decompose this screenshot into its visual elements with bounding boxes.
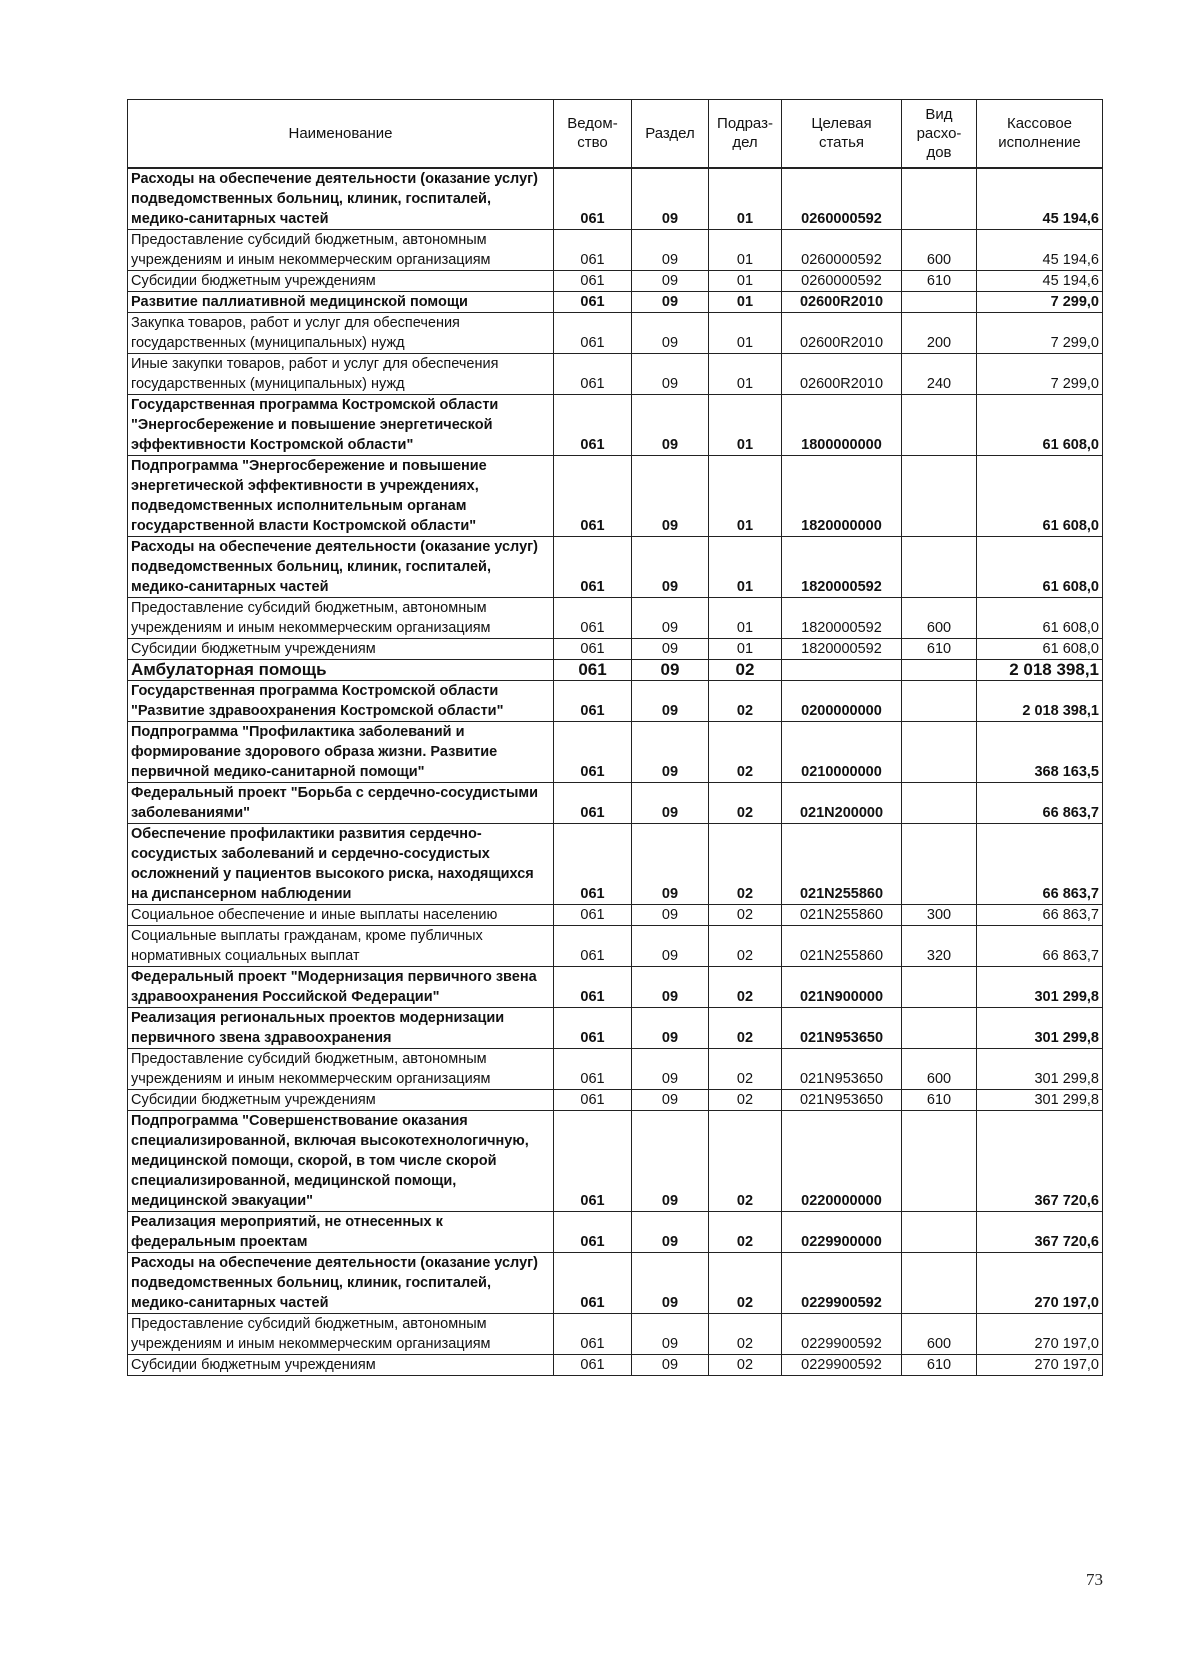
- row-vedomstvo: 061: [554, 229, 632, 270]
- row-vedomstvo: 061: [554, 455, 632, 536]
- row-razdel: 09: [632, 680, 709, 721]
- row-podrazdel: 01: [709, 597, 782, 638]
- row-razdel: 09: [632, 536, 709, 597]
- row-amount: 45 194,6: [977, 229, 1103, 270]
- row-amount: 7 299,0: [977, 291, 1103, 312]
- row-razdel: 09: [632, 291, 709, 312]
- row-razdel: 09: [632, 229, 709, 270]
- row-name: Социальное обеспечение и иные выплаты населению: [128, 904, 554, 925]
- row-tselevaya-statya: 021N953650: [782, 1048, 902, 1089]
- row-razdel: 09: [632, 1354, 709, 1375]
- table-row: [128, 455, 1103, 536]
- row-amount: 45 194,6: [977, 270, 1103, 291]
- row-vid-raskhodov: [902, 1252, 977, 1313]
- row-razdel: 09: [632, 638, 709, 659]
- row-name: Обеспечение профилактики развития сердечно-сосудистых заболеваний и сердечно-сосудистых осложнений у пациентов высокого риска, находящихся на диспансерном наблюдении: [128, 823, 554, 904]
- row-podrazdel: 01: [709, 536, 782, 597]
- table-row: [128, 1354, 1103, 1375]
- row-podrazdel: 02: [709, 925, 782, 966]
- row-podrazdel: 01: [709, 291, 782, 312]
- row-podrazdel: 02: [709, 1110, 782, 1211]
- row-vid-raskhodov: [902, 782, 977, 823]
- header-razdel: Раздел: [632, 100, 709, 168]
- row-amount: 66 863,7: [977, 925, 1103, 966]
- row-vedomstvo: 061: [554, 925, 632, 966]
- row-tselevaya-statya: 021N255860: [782, 925, 902, 966]
- row-tselevaya-statya: [782, 659, 902, 680]
- row-tselevaya-statya: 1820000592: [782, 638, 902, 659]
- row-razdel: 09: [632, 1313, 709, 1354]
- row-vedomstvo: 061: [554, 904, 632, 925]
- row-vedomstvo: 061: [554, 680, 632, 721]
- row-name: Предоставление субсидий бюджетным, автономным учреждениям и иным некоммерческим организациям: [128, 1313, 554, 1354]
- row-vedomstvo: 061: [554, 966, 632, 1007]
- table-row: [128, 353, 1103, 394]
- row-amount: 270 197,0: [977, 1252, 1103, 1313]
- row-razdel: 09: [632, 904, 709, 925]
- table-row: [128, 1089, 1103, 1110]
- row-amount: 66 863,7: [977, 782, 1103, 823]
- row-name: Субсидии бюджетным учреждениям: [128, 638, 554, 659]
- row-vedomstvo: 061: [554, 1089, 632, 1110]
- row-podrazdel: 01: [709, 394, 782, 455]
- row-podrazdel: 02: [709, 1007, 782, 1048]
- table-row: [128, 312, 1103, 353]
- table-row: [128, 721, 1103, 782]
- row-vid-raskhodov: [902, 536, 977, 597]
- row-razdel: 09: [632, 782, 709, 823]
- row-amount: 2 018 398,1: [977, 680, 1103, 721]
- row-razdel: 09: [632, 966, 709, 1007]
- table-row: [128, 638, 1103, 659]
- row-name: Субсидии бюджетным учреждениям: [128, 1089, 554, 1110]
- row-razdel: 09: [632, 823, 709, 904]
- row-vedomstvo: 061: [554, 1252, 632, 1313]
- row-podrazdel: 02: [709, 721, 782, 782]
- header-podrazdel: Подраз- дел: [709, 100, 782, 168]
- row-vedomstvo: 061: [554, 536, 632, 597]
- row-razdel: 09: [632, 312, 709, 353]
- row-podrazdel: 01: [709, 455, 782, 536]
- row-vid-raskhodov: 300: [902, 904, 977, 925]
- row-podrazdel: 02: [709, 659, 782, 680]
- row-amount: 301 299,8: [977, 1048, 1103, 1089]
- row-tselevaya-statya: 0220000000: [782, 1110, 902, 1211]
- table-row: [128, 270, 1103, 291]
- table-row: [128, 597, 1103, 638]
- row-vid-raskhodov: 200: [902, 312, 977, 353]
- row-amount: 61 608,0: [977, 638, 1103, 659]
- table-row: [128, 1252, 1103, 1313]
- row-tselevaya-statya: 0229900592: [782, 1354, 902, 1375]
- row-name: Предоставление субсидий бюджетным, автономным учреждениям и иным некоммерческим организациям: [128, 229, 554, 270]
- row-name: Расходы на обеспечение деятельности (оказание услуг) подведомственных больниц, клиник, госпиталей, медико-санитарных частей: [128, 536, 554, 597]
- row-vedomstvo: 061: [554, 823, 632, 904]
- row-tselevaya-statya: 021N200000: [782, 782, 902, 823]
- row-vedomstvo: 061: [554, 1313, 632, 1354]
- row-podrazdel: 02: [709, 1313, 782, 1354]
- row-razdel: 09: [632, 168, 709, 230]
- row-tselevaya-statya: 02600R2010: [782, 312, 902, 353]
- row-vid-raskhodov: 610: [902, 1354, 977, 1375]
- row-name: Подпрограмма "Совершенствование оказания специализированной, включая высокотехнологичную, медицинской помощи, скорой, в том числе скорой специализированной, медицинской помощи, медицинской эвакуации": [128, 1110, 554, 1211]
- row-podrazdel: 01: [709, 312, 782, 353]
- row-razdel: 09: [632, 1089, 709, 1110]
- row-vid-raskhodov: [902, 394, 977, 455]
- row-amount: 367 720,6: [977, 1211, 1103, 1252]
- row-amount: 301 299,8: [977, 1089, 1103, 1110]
- row-tselevaya-statya: 0260000592: [782, 270, 902, 291]
- header-kassovoe-ispolnenie: Кассовое исполнение: [977, 100, 1103, 168]
- row-vid-raskhodov: [902, 291, 977, 312]
- row-tselevaya-statya: 0210000000: [782, 721, 902, 782]
- row-vedomstvo: 061: [554, 1007, 632, 1048]
- row-vid-raskhodov: [902, 823, 977, 904]
- row-vid-raskhodov: 600: [902, 597, 977, 638]
- row-name: Иные закупки товаров, работ и услуг для обеспечения государственных (муниципальных) нужд: [128, 353, 554, 394]
- table-row: [128, 925, 1103, 966]
- row-amount: 7 299,0: [977, 312, 1103, 353]
- row-vid-raskhodov: [902, 721, 977, 782]
- row-podrazdel: 02: [709, 1048, 782, 1089]
- table-header-row: [128, 100, 1103, 168]
- row-amount: 270 197,0: [977, 1313, 1103, 1354]
- row-tselevaya-statya: 021N255860: [782, 823, 902, 904]
- table-row: [128, 659, 1103, 680]
- row-podrazdel: 02: [709, 1211, 782, 1252]
- row-vid-raskhodov: [902, 680, 977, 721]
- row-razdel: 09: [632, 1007, 709, 1048]
- table-row: [128, 1313, 1103, 1354]
- row-podrazdel: 02: [709, 966, 782, 1007]
- table-row: [128, 1048, 1103, 1089]
- table-row: [128, 823, 1103, 904]
- row-name: Государственная программа Костромской области "Развитие здравоохранения Костромской области": [128, 680, 554, 721]
- row-amount: 66 863,7: [977, 904, 1103, 925]
- row-tselevaya-statya: 021N255860: [782, 904, 902, 925]
- row-razdel: 09: [632, 455, 709, 536]
- header-vedomstvo: Ведом- ство: [554, 100, 632, 168]
- row-podrazdel: 01: [709, 229, 782, 270]
- row-tselevaya-statya: 0229900592: [782, 1313, 902, 1354]
- table-row: [128, 291, 1103, 312]
- row-amount: 301 299,8: [977, 966, 1103, 1007]
- row-vid-raskhodov: 240: [902, 353, 977, 394]
- row-vedomstvo: 061: [554, 168, 632, 230]
- header-name: Наименование: [128, 100, 554, 168]
- row-podrazdel: 02: [709, 1252, 782, 1313]
- row-vedomstvo: 061: [554, 270, 632, 291]
- row-razdel: 09: [632, 394, 709, 455]
- row-amount: 45 194,6: [977, 168, 1103, 230]
- row-vid-raskhodov: 600: [902, 1048, 977, 1089]
- row-tselevaya-statya: 1820000000: [782, 455, 902, 536]
- row-podrazdel: 01: [709, 638, 782, 659]
- row-razdel: 09: [632, 925, 709, 966]
- table-row: [128, 1110, 1103, 1211]
- row-amount: 270 197,0: [977, 1354, 1103, 1375]
- row-vedomstvo: 061: [554, 1110, 632, 1211]
- row-tselevaya-statya: 1800000000: [782, 394, 902, 455]
- row-name: Амбулаторная помощь: [128, 659, 554, 680]
- row-name: Федеральный проект "Борьба с сердечно-сосудистыми заболеваниями": [128, 782, 554, 823]
- row-vedomstvo: 061: [554, 1211, 632, 1252]
- row-vedomstvo: 061: [554, 597, 632, 638]
- row-podrazdel: 01: [709, 168, 782, 230]
- row-name: Подпрограмма "Энергосбережение и повышение энергетической эффективности в учреждениях, подведомственных исполнительным органам государственной власти Костромской области": [128, 455, 554, 536]
- row-vid-raskhodov: [902, 455, 977, 536]
- row-vid-raskhodov: 610: [902, 270, 977, 291]
- row-name: Субсидии бюджетным учреждениям: [128, 1354, 554, 1375]
- row-name: Реализация региональных проектов модернизации первичного звена здравоохранения: [128, 1007, 554, 1048]
- row-razdel: 09: [632, 659, 709, 680]
- row-name: Предоставление субсидий бюджетным, автономным учреждениям и иным некоммерческим организациям: [128, 1048, 554, 1089]
- header-tselevaya-statya: Целевая статья: [782, 100, 902, 168]
- row-vid-raskhodov: 610: [902, 1089, 977, 1110]
- row-tselevaya-statya: 02600R2010: [782, 291, 902, 312]
- row-tselevaya-statya: 021N953650: [782, 1007, 902, 1048]
- row-name: Расходы на обеспечение деятельности (оказание услуг) подведомственных больниц, клиник, госпиталей, медико-санитарных частей: [128, 1252, 554, 1313]
- row-vedomstvo: 061: [554, 659, 632, 680]
- header-vid-raskhodov: Вид расхо- дов: [902, 100, 977, 168]
- row-tselevaya-statya: 0229900592: [782, 1252, 902, 1313]
- row-vedomstvo: 061: [554, 394, 632, 455]
- row-vid-raskhodov: [902, 1110, 977, 1211]
- table-row: [128, 680, 1103, 721]
- row-vid-raskhodov: [902, 966, 977, 1007]
- row-vid-raskhodov: [902, 1211, 977, 1252]
- row-vedomstvo: 061: [554, 638, 632, 659]
- row-tselevaya-statya: 0200000000: [782, 680, 902, 721]
- row-razdel: 09: [632, 1110, 709, 1211]
- table-row: [128, 1007, 1103, 1048]
- row-vedomstvo: 061: [554, 1048, 632, 1089]
- table-row: [128, 966, 1103, 1007]
- row-amount: 61 608,0: [977, 394, 1103, 455]
- row-razdel: 09: [632, 353, 709, 394]
- row-amount: 367 720,6: [977, 1110, 1103, 1211]
- row-name: Подпрограмма "Профилактика заболеваний и формирование здорового образа жизни. Развитие первичной медико-санитарной помощи": [128, 721, 554, 782]
- row-podrazdel: 02: [709, 1354, 782, 1375]
- row-vedomstvo: 061: [554, 291, 632, 312]
- row-vid-raskhodov: [902, 168, 977, 230]
- row-podrazdel: 02: [709, 1089, 782, 1110]
- row-name: Развитие паллиативной медицинской помощи: [128, 291, 554, 312]
- row-amount: 7 299,0: [977, 353, 1103, 394]
- row-podrazdel: 01: [709, 353, 782, 394]
- row-razdel: 09: [632, 270, 709, 291]
- row-vedomstvo: 061: [554, 721, 632, 782]
- row-name: Субсидии бюджетным учреждениям: [128, 270, 554, 291]
- row-name: Расходы на обеспечение деятельности (оказание услуг) подведомственных больниц, клиник, госпиталей, медико-санитарных частей: [128, 168, 554, 230]
- row-tselevaya-statya: 021N900000: [782, 966, 902, 1007]
- row-vid-raskhodov: 600: [902, 229, 977, 270]
- table-row: [128, 904, 1103, 925]
- row-name: Социальные выплаты гражданам, кроме публичных нормативных социальных выплат: [128, 925, 554, 966]
- row-amount: 301 299,8: [977, 1007, 1103, 1048]
- row-tselevaya-statya: 02600R2010: [782, 353, 902, 394]
- row-tselevaya-statya: 1820000592: [782, 536, 902, 597]
- row-name: Государственная программа Костромской области "Энергосбережение и повышение энергетической эффективности Костромской области": [128, 394, 554, 455]
- table-row: [128, 394, 1103, 455]
- table-row: [128, 168, 1103, 230]
- row-vid-raskhodov: 320: [902, 925, 977, 966]
- row-podrazdel: 02: [709, 680, 782, 721]
- row-amount: 66 863,7: [977, 823, 1103, 904]
- row-podrazdel: 02: [709, 782, 782, 823]
- table-body: [128, 168, 1103, 1376]
- row-razdel: 09: [632, 1048, 709, 1089]
- row-tselevaya-statya: 0229900000: [782, 1211, 902, 1252]
- row-vedomstvo: 061: [554, 312, 632, 353]
- row-podrazdel: 02: [709, 823, 782, 904]
- table-row: [128, 536, 1103, 597]
- row-tselevaya-statya: 0260000592: [782, 229, 902, 270]
- row-tselevaya-statya: 0260000592: [782, 168, 902, 230]
- row-razdel: 09: [632, 597, 709, 638]
- page-number: 73: [1086, 1570, 1103, 1589]
- row-name: Предоставление субсидий бюджетным, автономным учреждениям и иным некоммерческим организациям: [128, 597, 554, 638]
- budget-table: [127, 99, 1103, 1376]
- row-razdel: 09: [632, 721, 709, 782]
- row-vid-raskhodov: 600: [902, 1313, 977, 1354]
- row-podrazdel: 01: [709, 270, 782, 291]
- row-amount: 2 018 398,1: [977, 659, 1103, 680]
- row-name: Реализация мероприятий, не отнесенных к федеральным проектам: [128, 1211, 554, 1252]
- table-row: [128, 782, 1103, 823]
- row-vid-raskhodov: [902, 659, 977, 680]
- table-row: [128, 229, 1103, 270]
- row-vid-raskhodov: 610: [902, 638, 977, 659]
- row-name: Закупка товаров, работ и услуг для обеспечения государственных (муниципальных) нужд: [128, 312, 554, 353]
- row-razdel: 09: [632, 1211, 709, 1252]
- row-amount: 61 608,0: [977, 455, 1103, 536]
- row-vedomstvo: 061: [554, 353, 632, 394]
- row-podrazdel: 02: [709, 904, 782, 925]
- row-amount: 61 608,0: [977, 536, 1103, 597]
- row-tselevaya-statya: 1820000592: [782, 597, 902, 638]
- row-razdel: 09: [632, 1252, 709, 1313]
- table-row: [128, 1211, 1103, 1252]
- row-name: Федеральный проект "Модернизация первичного звена здравоохранения Российской Федерации": [128, 966, 554, 1007]
- row-vid-raskhodov: [902, 1007, 977, 1048]
- row-vedomstvo: 061: [554, 1354, 632, 1375]
- row-amount: 368 163,5: [977, 721, 1103, 782]
- row-tselevaya-statya: 021N953650: [782, 1089, 902, 1110]
- row-vedomstvo: 061: [554, 782, 632, 823]
- row-amount: 61 608,0: [977, 597, 1103, 638]
